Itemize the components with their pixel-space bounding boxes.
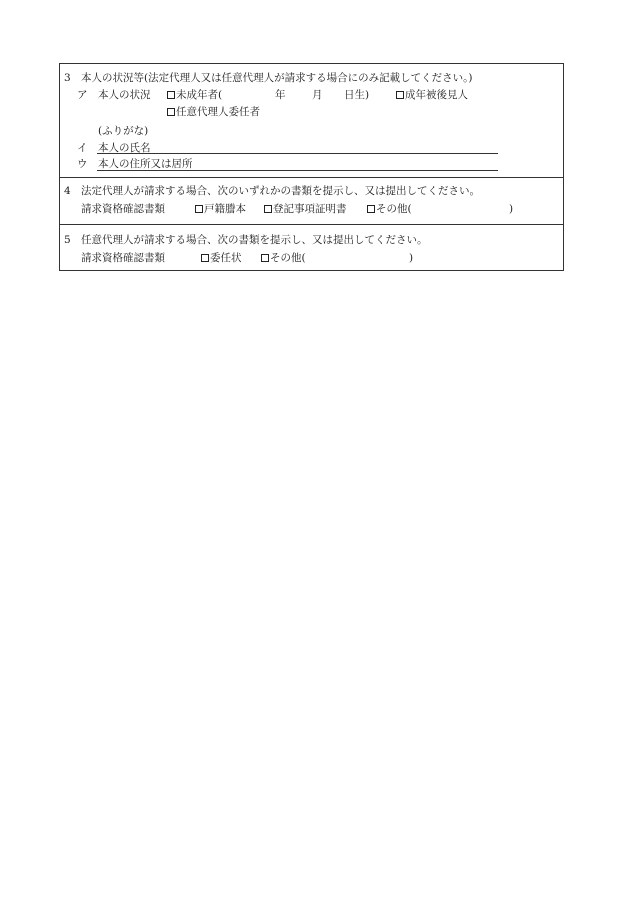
item-u-label: 本人の住所又は居所 xyxy=(98,158,193,170)
section4-heading: 法定代理人が請求する場合、次のいずれかの書類を提示し、又は提出してください。 xyxy=(81,185,480,197)
section5-other-label: その他( xyxy=(270,252,306,264)
power-of-attorney-checkbox[interactable] xyxy=(201,254,209,262)
section5-close-paren: ) xyxy=(409,252,414,264)
section4-close-paren: ) xyxy=(509,203,514,215)
registry-certificate-checkbox[interactable] xyxy=(264,205,272,213)
section5-heading: 任意代理人が請求する場合、次の書類を提示し、又は提出してください。 xyxy=(81,234,428,246)
section3-heading: 本人の状況等(法定代理人又は任意代理人が請求する場合にのみ記載してください。) xyxy=(81,72,473,84)
power-of-attorney-option[interactable] xyxy=(201,252,242,264)
registry-certificate-label: 登記事項証明書 xyxy=(273,203,347,215)
request-form-section xyxy=(59,63,564,271)
item-i-mark: イ xyxy=(77,142,88,154)
address-input-line[interactable] xyxy=(97,170,498,171)
family-register-label: 戸籍謄本 xyxy=(204,203,246,215)
power-of-attorney-label: 委任状 xyxy=(210,252,242,264)
minor-checkbox[interactable] xyxy=(167,91,175,99)
section5-other-option[interactable] xyxy=(261,252,306,264)
section-divider xyxy=(60,224,563,225)
family-register-checkbox[interactable] xyxy=(195,205,203,213)
adult-guardian-label: 成年被後見人 xyxy=(405,89,468,101)
section5-number: 5 xyxy=(64,234,71,246)
item-i-label: 本人の氏名 xyxy=(98,142,151,154)
section3-number: 3 xyxy=(64,72,71,84)
furigana-label: (ふりがな) xyxy=(98,125,149,137)
voluntary-principal-checkbox[interactable] xyxy=(167,108,175,116)
section4-number: 4 xyxy=(64,185,71,197)
section5-doc-label: 請求資格確認書類 xyxy=(81,252,165,264)
month-label: 月 xyxy=(312,89,323,101)
item-a-label: 本人の状況 xyxy=(98,89,151,101)
section4-other-label: その他( xyxy=(376,203,412,215)
section4-other-option[interactable] xyxy=(367,203,412,215)
adult-guardian-checkbox[interactable] xyxy=(396,91,404,99)
section4-other-checkbox[interactable] xyxy=(367,205,375,213)
section4-doc-label: 請求資格確認書類 xyxy=(81,203,165,215)
name-input-line[interactable] xyxy=(97,153,498,154)
family-register-option[interactable] xyxy=(195,203,246,215)
item-u-mark: ウ xyxy=(77,158,88,170)
section-divider xyxy=(60,177,563,178)
voluntary-principal-option[interactable] xyxy=(167,106,260,118)
minor-label: 未成年者( xyxy=(176,89,223,101)
registry-certificate-option[interactable] xyxy=(264,203,347,215)
adult-guardian-option[interactable] xyxy=(396,89,468,101)
day-label: 日生) xyxy=(344,89,370,101)
item-a-mark: ア xyxy=(77,89,88,101)
voluntary-principal-label: 任意代理人委任者 xyxy=(176,106,260,118)
year-label: 年 xyxy=(275,89,286,101)
section5-other-checkbox[interactable] xyxy=(261,254,269,262)
minor-checkbox-option[interactable] xyxy=(167,89,222,101)
